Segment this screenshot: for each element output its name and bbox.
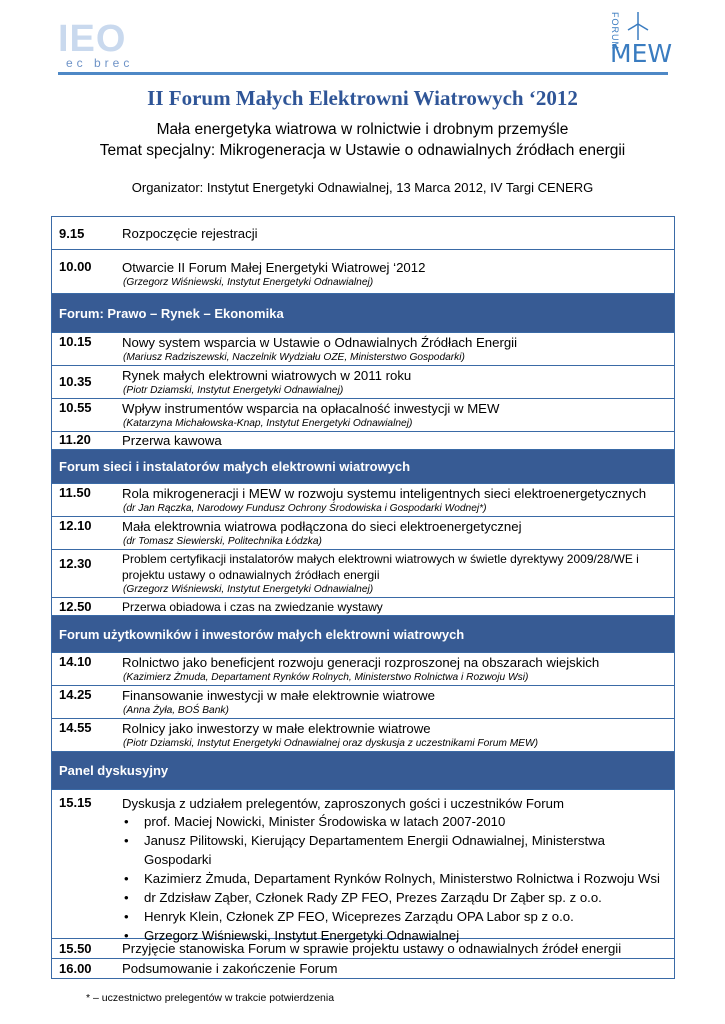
program-row bbox=[52, 598, 674, 616]
list-item bbox=[122, 831, 668, 869]
row-time: 10.55 bbox=[59, 400, 92, 415]
section-header: Forum: Prawo – Rynek – Ekonomika bbox=[52, 294, 674, 333]
row-title: Finansowanie inwestycji w małe elektrownie wiatrowe bbox=[122, 688, 435, 703]
row-time: 10.35 bbox=[59, 374, 92, 389]
forum-logo-word: FORUM bbox=[610, 12, 620, 50]
row-time: 9.15 bbox=[59, 225, 85, 241]
bullet-icon: • bbox=[124, 871, 129, 886]
program-row bbox=[52, 250, 674, 294]
ieo-logo-text: IEO bbox=[58, 18, 127, 60]
program-row bbox=[52, 686, 674, 719]
bullet-icon: • bbox=[124, 814, 129, 829]
row-speaker: (dr Jan Rączka, Narodowy Fundusz Ochrony Środowiska i Gospodarki Wodnej*) bbox=[123, 503, 487, 514]
program-row bbox=[52, 550, 674, 598]
row-speaker: (Piotr Dziamski, Instytut Energetyki Odnawialnej oraz dyskusja z uczestnikami Forum MEW) bbox=[123, 738, 538, 749]
row-speaker: (Mariusz Radziszewski, Naczelnik Wydziału OZE, Ministerstwo Gospodarki) bbox=[123, 352, 465, 363]
forum-mew-logo bbox=[604, 10, 673, 70]
row-time: 15.15 bbox=[59, 795, 92, 810]
bullet-icon: • bbox=[124, 928, 129, 943]
program-row bbox=[52, 399, 674, 432]
special-topic: Temat specjalny: Mikrogeneracja w Ustawie o odnawialnych źródłach energii bbox=[99, 142, 626, 159]
program-row bbox=[52, 790, 674, 943]
row-time: 14.10 bbox=[59, 654, 92, 669]
list-item bbox=[122, 888, 668, 907]
program-row bbox=[52, 517, 674, 550]
row-time: 14.55 bbox=[59, 720, 92, 735]
row-time: 15.50 bbox=[59, 941, 92, 956]
row-speaker: (Kazimierz Żmuda, Departament Rynków Rolnych, Ministerstwo Rolnictwa i Rozwoju Wsi) bbox=[123, 672, 529, 683]
row-time: 12.50 bbox=[59, 599, 92, 614]
panelist-name: dr Zdzisław Ząber, Członek Rady ZP FEO, Prezes Zarządu Dr Ząber sp. z o.o. bbox=[144, 890, 602, 905]
row-speaker: (Katarzyna Michałowska-Knap, Instytut Energetyki Odnawialnej) bbox=[123, 418, 413, 429]
row-time: 11.20 bbox=[59, 432, 91, 447]
row-title: Wpływ instrumentów wsparcia na opłacalność inwestycji w MEW bbox=[122, 401, 500, 416]
list-item bbox=[122, 907, 668, 926]
bullet-icon: • bbox=[124, 909, 129, 924]
row-title: Rynek małych elektrowni wiatrowych w 2011 roku bbox=[122, 368, 412, 383]
row-speaker: (Grzegorz Wiśniewski, Instytut Energetyki Odnawialnej) bbox=[123, 277, 374, 288]
row-speaker: (Grzegorz Wiśniewski, Instytut Energetyki Odnawialnej) bbox=[123, 584, 374, 595]
ieo-logo bbox=[58, 20, 148, 72]
row-title: Rolnictwo jako beneficjent rozwoju generacji rozproszonej na obszarach wiejskich bbox=[122, 655, 600, 670]
program-row bbox=[52, 366, 674, 399]
row-speaker: (Piotr Dziamski, Instytut Energetyki Odnawialnej) bbox=[123, 385, 344, 396]
row-speaker: (dr Tomasz Siewierski, Politechnika Łódzka) bbox=[123, 536, 322, 547]
panelist-list bbox=[122, 812, 668, 945]
header-rule bbox=[58, 72, 668, 75]
ieo-logo-subtext: ec brec bbox=[66, 56, 134, 70]
section-header: Forum użytkowników i inwestorów małych elektrowni wiatrowych bbox=[52, 616, 674, 653]
footnote: * – uczestnictwo prelegentów w trakcie potwierdzenia bbox=[86, 992, 335, 1004]
list-item bbox=[122, 926, 668, 945]
bullet-icon: • bbox=[124, 833, 129, 848]
row-title: Podsumowanie i zakończenie Forum bbox=[122, 961, 338, 976]
row-title: Mała elektrownia wiatrowa podłączona do sieci elektroenergetycznej bbox=[122, 519, 522, 534]
program-row bbox=[52, 653, 674, 686]
program-row bbox=[52, 432, 674, 450]
list-item bbox=[122, 869, 668, 888]
row-title: Dyskusja z udziałem prelegentów, zaproszonych gości i uczestników Forum bbox=[122, 796, 564, 811]
program-row bbox=[52, 719, 674, 752]
program-row bbox=[52, 959, 674, 978]
page-subtitle: Mała energetyka wiatrowa w rolnictwie i drobnym przemyśle bbox=[156, 121, 569, 138]
organizer-line: Organizator: Instytut Energetyki Odnawialnej, 13 Marca 2012, IV Targi CENERG bbox=[131, 180, 594, 195]
list-item bbox=[122, 812, 668, 831]
bullet-icon: • bbox=[124, 890, 129, 905]
panelist-name: Janusz Pilitowski, Kierujący Departamentem Energii Odnawialnej, Ministerstwa Gospodarki bbox=[144, 833, 606, 867]
row-title: Przerwa obiadowa i czas na zwiedzanie wystawy bbox=[122, 599, 383, 614]
row-time: 10.15 bbox=[59, 334, 92, 349]
row-title: Otwarcie II Forum Małej Energetyki Wiatrowej ‘2012 bbox=[122, 260, 426, 275]
program-row bbox=[52, 484, 674, 517]
panelist-name: Kazimierz Żmuda, Departament Rynków Rolnych, Ministerstwo Rolnictwa i Rozwoju Wsi bbox=[144, 871, 660, 886]
row-title: Rolnicy jako inwestorzy w małe elektrownie wiatrowe bbox=[122, 721, 431, 736]
program-row bbox=[52, 333, 674, 366]
row-title: Przyjęcie stanowiska Forum w sprawie projektu ustawy o odnawialnych źródeł energii bbox=[122, 941, 622, 956]
row-time: 14.25 bbox=[59, 687, 92, 702]
row-time: 12.30 bbox=[59, 556, 92, 571]
row-title: Rola mikrogeneracji i MEW w rozwoju systemu inteligentnych sieci elektroenergetycznych bbox=[122, 486, 647, 501]
panelist-name: Henryk Klein, Członek ZP FEO, Wiceprezes Zarządu OPA Labor sp z o.o. bbox=[144, 909, 574, 924]
panelist-name: prof. Maciej Nowicki, Minister Środowiska w latach 2007-2010 bbox=[144, 814, 506, 829]
mew-logo-text: MEW bbox=[610, 39, 673, 68]
panelist-name: Grzegorz Wiśniewski, Instytut Energetyki Odnawialnej bbox=[144, 928, 460, 943]
program-table bbox=[51, 216, 675, 979]
section-header: Panel dyskusyjny bbox=[52, 752, 674, 790]
row-title: Problem certyfikacji instalatorów małych elektrowni wiatrowych w świetle dyrektywy 2009/28/WE i projektu ustawy o odnawialnych źródłach energii bbox=[122, 552, 639, 582]
row-time: 10.00 bbox=[59, 259, 92, 274]
page-title: II Forum Małych Elektrowni Wiatrowych ‘2012 bbox=[147, 86, 578, 110]
row-speaker: (Anna Żyła, BOŚ Bank) bbox=[123, 705, 229, 716]
row-time: 16.00 bbox=[59, 961, 92, 976]
row-title: Nowy system wsparcia w Ustawie o Odnawialnych Źródłach Energii bbox=[122, 335, 518, 350]
row-title: Rozpoczęcie rejestracji bbox=[122, 225, 258, 241]
row-time: 11.50 bbox=[59, 485, 91, 500]
program-row bbox=[52, 217, 674, 250]
row-title: Przerwa kawowa bbox=[122, 433, 222, 448]
row-time: 12.10 bbox=[59, 518, 92, 533]
section-header: Forum sieci i instalatorów małych elektrowni wiatrowych bbox=[52, 450, 674, 484]
